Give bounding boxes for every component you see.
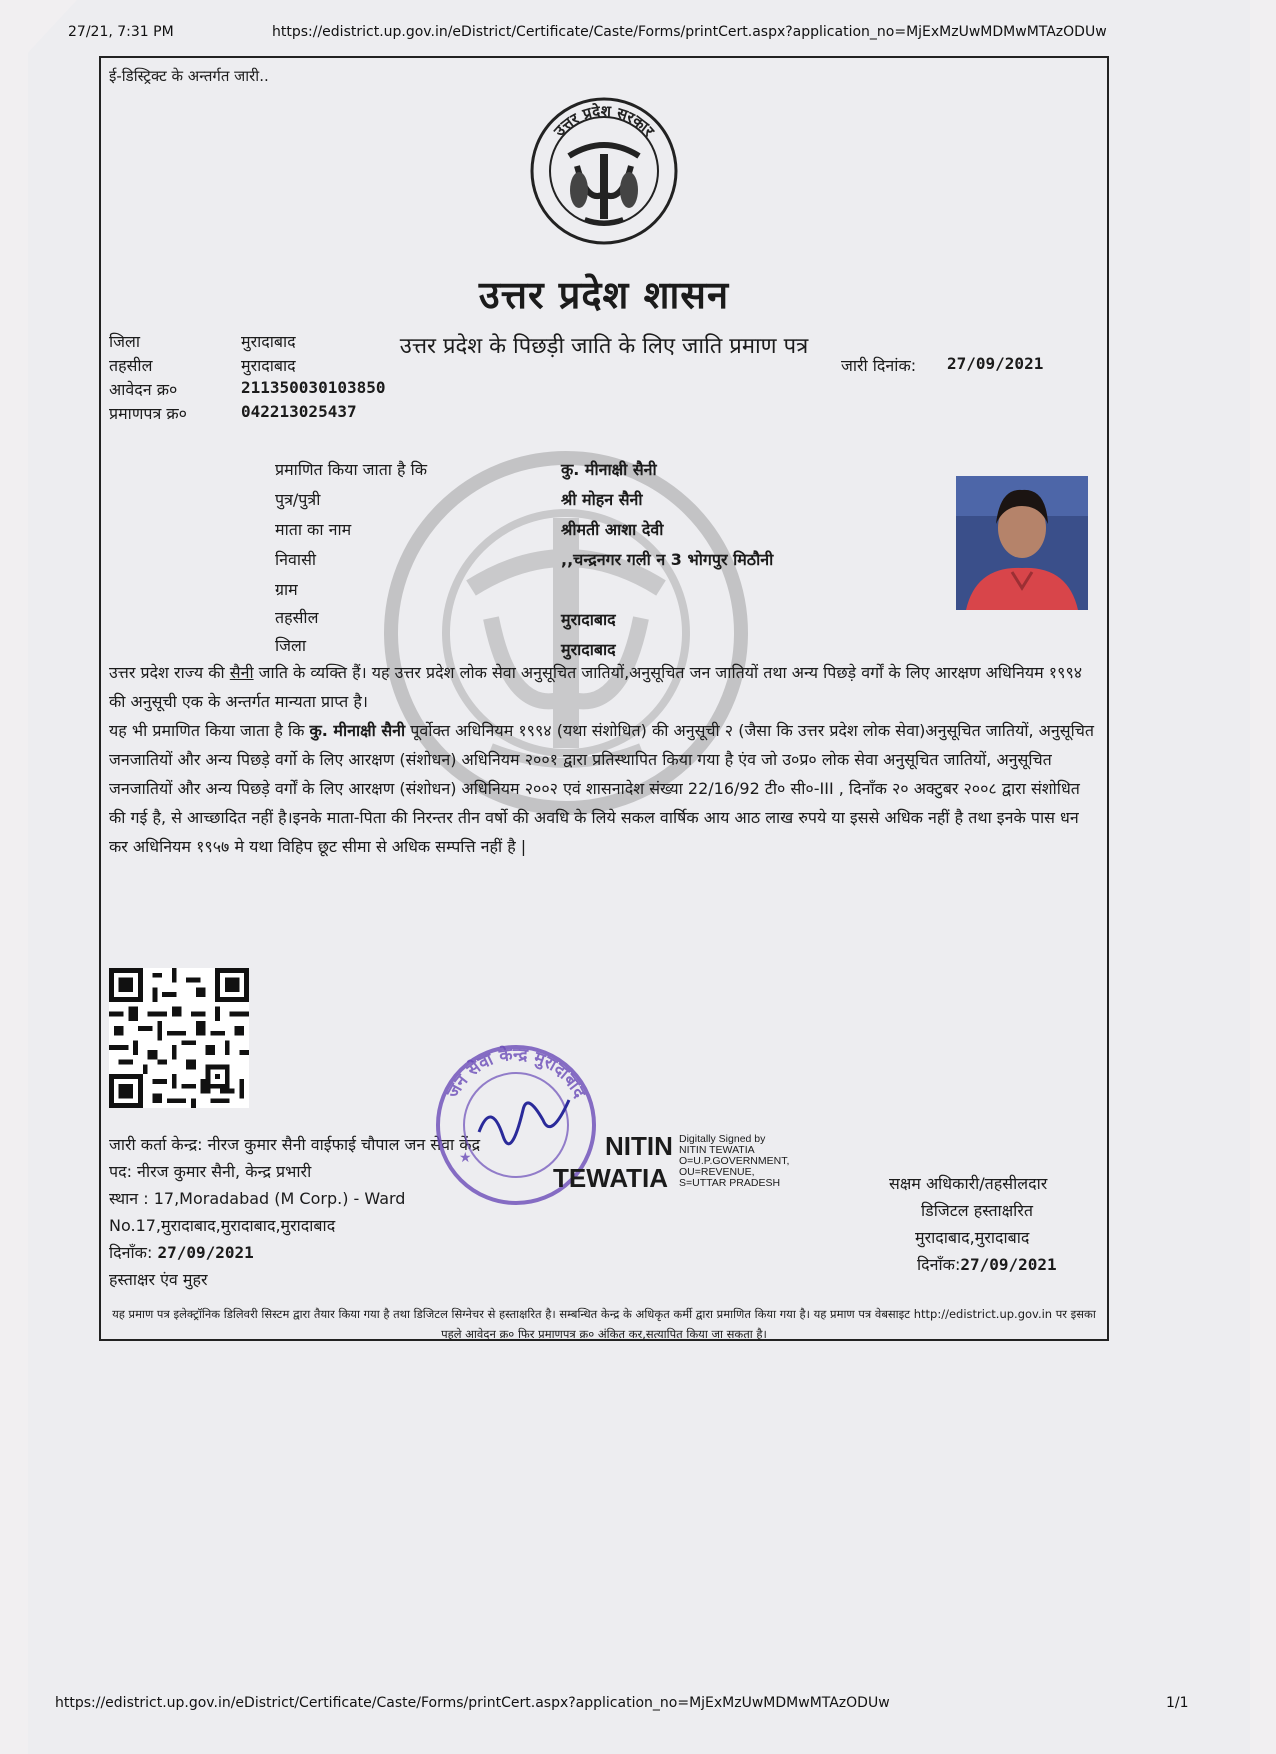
application-no-label: आवेदन क्र० (109, 380, 178, 399)
issuer-place-line1: स्थान : 17,Moradabad (M Corp.) - Ward (109, 1189, 406, 1208)
issue-date-value: 27/09/2021 (947, 354, 1044, 373)
para1-text-end: जाति के व्यक्ति हैं। यह उत्तर प्रदेश लोक सेवा अनुसूचित जातियों,अनुसूचित जन जातियों तथा अन्य पिछड़े वर्गों के लिए आरक्षण अधिनियम १९९४ की अनुसूची एक के अन्तर्गत मान्यता प्राप्त है। (109, 663, 1083, 711)
authority-date-label: दिनाँक: (917, 1255, 961, 1274)
svg-text:उत्तर प्रदेश सरकार: उत्तर प्रदेश सरकार (550, 101, 658, 140)
dsig-name-line2: TEWATIA (553, 1163, 669, 1193)
para2-text-end: पूर्वोक्त अधिनियम १९९४ (यथा संशोधित) की अनुसूची २ (जैसा कि उत्तर प्रदेश लोक सेवा)अनुसूचित जातियों, अनुसूचित जनजातियों और अन्य पिछड़े वर्गो के लिए आरक्षण (संशोधन) अधिनियम २००१ द्वारा प्रतिस्थापित किया गया है एंव जो उ०प्र० लोक सेवा अनुसूचित जातियों, अनुसूचित जनजातियों और अन्य पिछड़े वर्गों के लिए आरक्षण (संशोधन) अधिनियम २००२ एवं शासनादेश संख्या 22/16/92 टी० सी०-III , दिनाँक २० अक्टुबर २००८ द्वारा संशोधित की गई है, से आच्छादित नहीं है।इनके माता-पिता की निरन्तर तीन वर्षो की अवधि के लिये सकल वार्षिक आय आठ लाख रुपये या इससे अधिक नहीं है तथा इनके पास धन कर अधिनियम १९५७ मे यथा विहिप छूट सीमा से अधिक सम्पत्ति नहीं है | (109, 721, 1095, 856)
dsig-detail-1: Digitally Signed by (679, 1133, 766, 1145)
svg-text:जन सेवा केन्द्र मुरादाबाद: जन सेवा केन्द्र मुरादाबाद (442, 1044, 590, 1102)
application-no-value: 211350030103850 (241, 378, 386, 397)
detail-value-tehsil: मुरादाबाद (561, 610, 616, 629)
para2-applicant-name: कु. मीनाक्षी सैनी (309, 721, 406, 740)
print-datetime: 27/21, 7:31 PM (68, 24, 174, 40)
print-page-number: 1/1 (1166, 1695, 1189, 1711)
detail-label-son-daughter: पुत्र/पुत्री (275, 490, 321, 509)
verification-note: यह प्रमाण पत्र इलेक्ट्रॉनिक डिलिवरी सिस्टम द्वारा तैयार किया गया है तथा डिजिटल सिग्नेचर से हस्ताक्षरित है। सम्बन्धित केन्द्र के अधिकृत कर्मी द्वारा प्रमाणित किया गया है। यह प्रमाण पत्र वेबसाइट http://edistrict.up.gov.in पर इसका पहले आवेदन क्र० फिर प्रमाणपत्र क्र० अंकित कर,सत्यापित किया जा सकता है। (112, 1307, 1096, 1341)
detail-value-district: मुरादाबाद (561, 640, 616, 659)
district-label: जिला (109, 332, 141, 351)
certificate-no-label: प्रमाणपत्र क्र० (109, 404, 187, 423)
dsig-detail-2: NITIN TEWATIA (679, 1144, 755, 1156)
tehsil-label: तहसील (109, 356, 153, 375)
detail-value-mother: श्रीमती आशा देवी (561, 520, 664, 539)
issuer-place-line2: No.17,मुरादाबाद,मुरादाबाद,मुरादाबाद (109, 1216, 336, 1235)
issuer-date-value: 27/09/2021 (157, 1243, 254, 1262)
certification-paragraph-2 (109, 716, 1099, 861)
dsig-detail-5: S=UTTAR PRADESH (679, 1177, 781, 1189)
caste-name: सैनी (229, 663, 254, 682)
title-sub: उत्तर प्रदेश के पिछड़ी जाति के लिए जाति प्रमाण पत्र (399, 334, 809, 359)
certificate-frame (99, 56, 1109, 1341)
authority-title: सक्षम अधिकारी/तहसीलदार (889, 1174, 1048, 1193)
para1-text-start: उत्तर प्रदेश राज्य की (109, 663, 230, 682)
detail-label-district: जिला (275, 636, 307, 655)
tehsil-value: मुरादाबाद (241, 356, 296, 375)
detail-label-mother: माता का नाम (275, 520, 352, 539)
applicant-photo (956, 476, 1088, 610)
issue-date-label: जारी दिनांक: (841, 356, 917, 375)
detail-value-address: ,,चन्द्रनगर गली न 3 भोगपुर मिठौनी (561, 550, 774, 569)
issuer-date (109, 1241, 254, 1263)
dsig-details (679, 1134, 789, 1189)
detail-label-resident: निवासी (275, 550, 317, 569)
print-url: https://edistrict.up.gov.in/eDistrict/Certificate/Caste/Forms/printCert.aspx?application_no=MjExMzUwMDMwMTAzODUw (272, 24, 1107, 40)
svg-text:★: ★ (459, 1150, 472, 1166)
issued-under-text: ई-डिस्ट्रिक्ट के अन्तर्गत जारी.. (109, 67, 269, 85)
issuing-center: जारी कर्ता केन्द्र: नीरज कुमार सैनी वाईफाई चौपाल जन सेवा केंद्र (109, 1135, 481, 1154)
detail-label-tehsil: तहसील (275, 608, 319, 627)
certificate-no-value: 042213025437 (241, 402, 357, 421)
issuer-date-label: दिनाँक: (109, 1243, 153, 1262)
issuer-post: पद: नीरज कुमार सैनी, केन्द्र प्रभारी (109, 1162, 312, 1181)
para2-text-start: यह भी प्रमाणित किया जाता है कि (109, 721, 310, 740)
print-footer-url: https://edistrict.up.gov.in/eDistrict/Certificate/Caste/Forms/printCert.aspx?application_no=MjExMzUwMDMwMTAzODUw (55, 1695, 890, 1711)
signature-seal-label: हस्ताक्षर एंव मुहर (109, 1270, 208, 1289)
dsig-detail-4: OU=REVENUE, (679, 1166, 755, 1178)
authority-date (917, 1253, 1057, 1275)
title-main: उत्तर प्रदेश शासन (478, 272, 730, 317)
district-value: मुरादाबाद (241, 332, 296, 351)
detail-value-father: श्री मोहन सैनी (561, 490, 643, 509)
certification-paragraph-1 (109, 658, 1099, 716)
authority-date-value: 27/09/2021 (960, 1255, 1057, 1274)
up-emblem-icon (527, 94, 681, 248)
dsig-name-line1: NITIN (605, 1131, 673, 1161)
authority-digital-signed: डिजिटल हस्ताक्षरित (921, 1201, 1033, 1220)
detail-label-village: ग्राम (275, 580, 298, 599)
dsig-detail-3: O=U.P.GOVERNMENT, (679, 1155, 790, 1167)
authority-location: मुरादाबाद,मुरादाबाद (915, 1228, 1030, 1247)
detail-label-certified: प्रमाणित किया जाता है कि (275, 460, 428, 479)
qr-code (109, 968, 249, 1108)
detail-value-name: कु. मीनाक्षी सैनी (561, 460, 657, 479)
